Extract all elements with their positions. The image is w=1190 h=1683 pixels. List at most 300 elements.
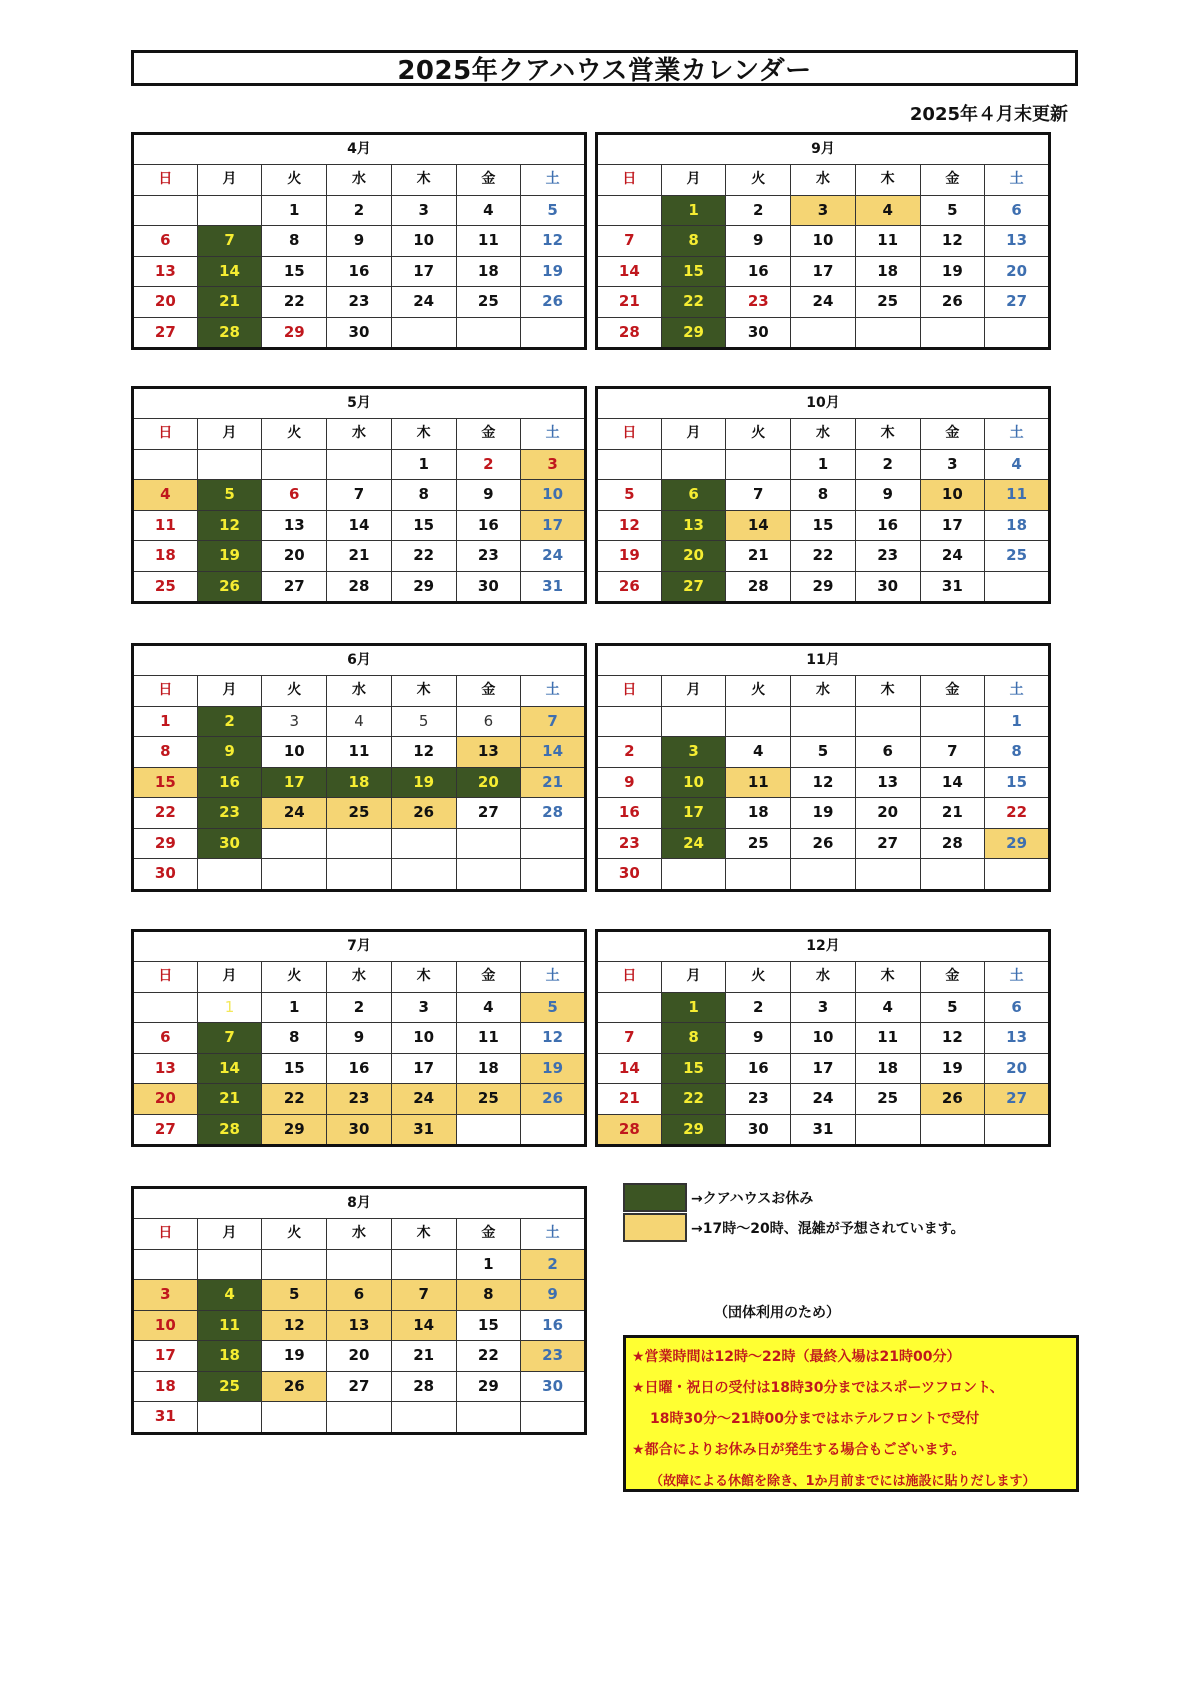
empty-cell <box>521 859 586 891</box>
weekday-header: 月 <box>197 676 262 707</box>
day-cell: 29 <box>985 828 1050 859</box>
day-cell: 29 <box>133 828 198 859</box>
day-cell: 10 <box>521 480 586 511</box>
day-cell: 19 <box>391 767 456 798</box>
day-cell: 11 <box>726 767 791 798</box>
day-cell: 23 <box>597 828 662 859</box>
weekday-header: 土 <box>985 676 1050 707</box>
day-cell: 26 <box>262 1371 327 1402</box>
day-cell: 24 <box>521 541 586 572</box>
notice-box <box>623 1335 1079 1492</box>
day-cell: 4 <box>726 737 791 768</box>
day-cell: 4 <box>197 1280 262 1311</box>
empty-cell <box>262 1402 327 1434</box>
day-cell: 29 <box>661 1114 726 1146</box>
day-cell: 27 <box>456 798 521 829</box>
weekday-header: 金 <box>920 165 985 196</box>
day-cell: 9 <box>726 226 791 257</box>
empty-cell <box>456 1402 521 1434</box>
day-cell: 22 <box>262 1084 327 1115</box>
weekday-header: 土 <box>521 165 586 196</box>
day-cell: 28 <box>521 798 586 829</box>
weekday-header: 火 <box>726 165 791 196</box>
day-cell: 4 <box>985 449 1050 480</box>
day-cell: 14 <box>597 1053 662 1084</box>
day-cell: 8 <box>391 480 456 511</box>
empty-cell <box>855 317 920 349</box>
day-cell: 5 <box>521 195 586 226</box>
weekday-header: 水 <box>327 962 392 993</box>
day-cell: 25 <box>726 828 791 859</box>
empty-cell <box>855 859 920 891</box>
empty-cell <box>391 317 456 349</box>
weekday-header: 月 <box>197 419 262 450</box>
empty-cell <box>391 859 456 891</box>
empty-cell <box>597 195 662 226</box>
day-cell: 8 <box>661 226 726 257</box>
day-cell: 11 <box>133 510 198 541</box>
day-cell: 23 <box>521 1341 586 1372</box>
day-cell: 3 <box>661 737 726 768</box>
day-cell: 19 <box>791 798 856 829</box>
day-cell: 11 <box>855 226 920 257</box>
empty-cell <box>920 859 985 891</box>
weekday-header: 土 <box>985 419 1050 450</box>
day-cell: 25 <box>855 1084 920 1115</box>
empty-cell <box>521 1402 586 1434</box>
empty-cell <box>197 449 262 480</box>
day-cell: 7 <box>597 1023 662 1054</box>
day-cell: 17 <box>920 510 985 541</box>
day-cell: 6 <box>262 480 327 511</box>
weekday-header: 水 <box>327 165 392 196</box>
empty-cell <box>920 1114 985 1146</box>
day-cell: 24 <box>391 287 456 318</box>
day-cell: 10 <box>391 226 456 257</box>
day-cell: 3 <box>920 449 985 480</box>
day-cell: 27 <box>855 828 920 859</box>
day-cell: 20 <box>985 1053 1050 1084</box>
day-cell: 10 <box>391 1023 456 1054</box>
day-cell: 8 <box>133 737 198 768</box>
day-cell: 17 <box>661 798 726 829</box>
weekday-header: 水 <box>327 1219 392 1250</box>
day-cell: 23 <box>327 1084 392 1115</box>
day-cell: 30 <box>197 828 262 859</box>
day-cell: 19 <box>521 256 586 287</box>
day-cell: 16 <box>597 798 662 829</box>
day-cell: 7 <box>597 226 662 257</box>
day-cell: 12 <box>920 226 985 257</box>
day-cell: 30 <box>327 317 392 349</box>
weekday-header: 日 <box>133 1219 198 1250</box>
day-cell: 30 <box>855 571 920 603</box>
day-cell: 18 <box>133 541 198 572</box>
day-cell: 19 <box>597 541 662 572</box>
empty-cell <box>726 706 791 737</box>
weekday-header: 土 <box>521 962 586 993</box>
empty-cell <box>197 1402 262 1434</box>
day-cell: 27 <box>985 287 1050 318</box>
day-cell: 15 <box>791 510 856 541</box>
day-cell: 11 <box>855 1023 920 1054</box>
day-cell: 2 <box>855 449 920 480</box>
day-cell: 21 <box>521 767 586 798</box>
day-cell: 7 <box>920 737 985 768</box>
empty-cell <box>521 828 586 859</box>
empty-cell <box>521 1114 586 1146</box>
day-cell: 9 <box>456 480 521 511</box>
day-cell: 5 <box>597 480 662 511</box>
notice-line: （故障による休館を除き、1か月前までには施設に貼りだします） <box>650 1474 1036 1489</box>
day-cell: 13 <box>456 737 521 768</box>
day-cell: 1 <box>262 992 327 1023</box>
day-cell: 20 <box>133 1084 198 1115</box>
month-calendar <box>595 643 1051 892</box>
month-calendar <box>595 132 1051 350</box>
day-cell: 2 <box>456 449 521 480</box>
day-cell: 21 <box>920 798 985 829</box>
weekday-header: 土 <box>521 419 586 450</box>
day-cell: 6 <box>456 706 521 737</box>
weekday-header: 金 <box>456 419 521 450</box>
day-cell: 4 <box>855 992 920 1023</box>
day-cell: 13 <box>855 767 920 798</box>
day-cell: 28 <box>920 828 985 859</box>
day-cell: 18 <box>985 510 1050 541</box>
day-cell: 29 <box>262 1114 327 1146</box>
weekday-header: 火 <box>262 165 327 196</box>
weekday-header: 火 <box>262 676 327 707</box>
day-cell: 2 <box>521 1249 586 1280</box>
day-cell: 11 <box>456 226 521 257</box>
weekday-header: 土 <box>985 165 1050 196</box>
month-title: 11月 <box>597 645 1050 676</box>
day-cell: 17 <box>791 1053 856 1084</box>
day-cell: 26 <box>791 828 856 859</box>
weekday-header: 木 <box>391 676 456 707</box>
empty-cell <box>262 1249 327 1280</box>
weekday-header: 日 <box>133 962 198 993</box>
day-cell: 17 <box>521 510 586 541</box>
day-cell: 21 <box>391 1341 456 1372</box>
day-cell: 1 <box>391 449 456 480</box>
day-cell: 15 <box>985 767 1050 798</box>
day-cell: 26 <box>597 571 662 603</box>
empty-cell <box>985 1114 1050 1146</box>
empty-cell <box>133 195 198 226</box>
day-cell: 14 <box>391 1310 456 1341</box>
day-cell: 25 <box>197 1371 262 1402</box>
day-cell: 14 <box>726 510 791 541</box>
empty-cell <box>661 859 726 891</box>
day-cell: 7 <box>391 1280 456 1311</box>
empty-cell <box>327 1249 392 1280</box>
weekday-header: 木 <box>855 419 920 450</box>
day-cell: 14 <box>920 767 985 798</box>
day-cell: 10 <box>791 226 856 257</box>
day-cell: 14 <box>521 737 586 768</box>
day-cell: 8 <box>456 1280 521 1311</box>
empty-cell <box>391 828 456 859</box>
empty-cell <box>327 859 392 891</box>
weekday-header: 金 <box>456 165 521 196</box>
day-cell: 25 <box>327 798 392 829</box>
day-cell: 7 <box>726 480 791 511</box>
day-cell: 9 <box>597 767 662 798</box>
day-cell: 10 <box>661 767 726 798</box>
day-cell: 15 <box>661 1053 726 1084</box>
day-cell: 14 <box>197 1053 262 1084</box>
empty-cell <box>197 1249 262 1280</box>
day-cell: 2 <box>597 737 662 768</box>
day-cell: 10 <box>791 1023 856 1054</box>
day-cell: 5 <box>262 1280 327 1311</box>
day-cell: 18 <box>327 767 392 798</box>
empty-cell <box>597 992 662 1023</box>
day-cell: 17 <box>391 256 456 287</box>
day-cell: 25 <box>133 571 198 603</box>
day-cell: 24 <box>262 798 327 829</box>
empty-cell <box>262 828 327 859</box>
empty-cell <box>920 706 985 737</box>
empty-cell <box>985 317 1050 349</box>
day-cell: 18 <box>855 1053 920 1084</box>
day-cell: 27 <box>661 571 726 603</box>
day-cell: 28 <box>391 1371 456 1402</box>
empty-cell <box>456 317 521 349</box>
month-calendar <box>131 929 587 1147</box>
day-cell: 1 <box>661 992 726 1023</box>
day-cell: 3 <box>391 195 456 226</box>
day-cell: 20 <box>855 798 920 829</box>
empty-cell <box>661 706 726 737</box>
day-cell: 16 <box>855 510 920 541</box>
day-cell: 18 <box>456 256 521 287</box>
day-cell: 20 <box>133 287 198 318</box>
day-cell: 27 <box>133 1114 198 1146</box>
day-cell: 25 <box>985 541 1050 572</box>
empty-cell <box>597 449 662 480</box>
empty-cell <box>327 449 392 480</box>
day-cell: 23 <box>197 798 262 829</box>
day-cell: 3 <box>133 1280 198 1311</box>
day-cell: 9 <box>197 737 262 768</box>
day-cell: 11 <box>456 1023 521 1054</box>
legend-closed-text: →クアハウスお休み <box>691 1190 814 1207</box>
day-cell: 11 <box>197 1310 262 1341</box>
weekday-header: 土 <box>985 962 1050 993</box>
legend-closed <box>623 1183 813 1212</box>
day-cell: 7 <box>327 480 392 511</box>
day-cell: 26 <box>521 287 586 318</box>
weekday-header: 月 <box>661 962 726 993</box>
weekday-header: 木 <box>855 962 920 993</box>
day-cell: 21 <box>597 287 662 318</box>
day-cell: 12 <box>597 510 662 541</box>
empty-cell <box>661 449 726 480</box>
day-cell: 8 <box>661 1023 726 1054</box>
month-title: 4月 <box>133 134 586 165</box>
day-cell: 30 <box>726 317 791 349</box>
day-cell: 29 <box>391 571 456 603</box>
weekday-header: 水 <box>791 419 856 450</box>
empty-cell <box>133 992 198 1023</box>
day-cell: 18 <box>133 1371 198 1402</box>
day-cell: 22 <box>791 541 856 572</box>
month-calendar <box>131 386 587 604</box>
day-cell: 18 <box>456 1053 521 1084</box>
day-cell: 29 <box>456 1371 521 1402</box>
day-cell: 14 <box>327 510 392 541</box>
day-cell: 16 <box>327 256 392 287</box>
day-cell: 16 <box>327 1053 392 1084</box>
empty-cell <box>456 859 521 891</box>
day-cell: 18 <box>197 1341 262 1372</box>
day-cell: 23 <box>855 541 920 572</box>
day-cell: 3 <box>391 992 456 1023</box>
month-title: 10月 <box>597 388 1050 419</box>
day-cell: 13 <box>661 510 726 541</box>
day-cell: 6 <box>327 1280 392 1311</box>
day-cell: 19 <box>920 256 985 287</box>
day-cell: 9 <box>521 1280 586 1311</box>
day-cell: 18 <box>855 256 920 287</box>
day-cell: 30 <box>521 1371 586 1402</box>
weekday-header: 土 <box>521 676 586 707</box>
day-cell: 20 <box>985 256 1050 287</box>
day-cell: 23 <box>327 287 392 318</box>
day-cell: 21 <box>597 1084 662 1115</box>
weekday-header: 木 <box>391 1219 456 1250</box>
day-cell: 2 <box>197 706 262 737</box>
weekday-header: 日 <box>133 165 198 196</box>
weekday-header: 木 <box>391 165 456 196</box>
weekday-header: 金 <box>920 419 985 450</box>
month-calendar <box>595 929 1051 1147</box>
legend-crowd <box>623 1213 965 1242</box>
day-cell: 11 <box>327 737 392 768</box>
empty-cell <box>521 317 586 349</box>
day-cell: 31 <box>133 1402 198 1434</box>
day-cell: 12 <box>391 737 456 768</box>
day-cell: 3 <box>521 449 586 480</box>
day-cell: 21 <box>197 1084 262 1115</box>
day-cell: 19 <box>920 1053 985 1084</box>
empty-cell <box>726 449 791 480</box>
day-cell: 19 <box>197 541 262 572</box>
weekday-header: 火 <box>262 1219 327 1250</box>
weekday-header: 金 <box>456 676 521 707</box>
day-cell: 30 <box>456 571 521 603</box>
day-cell: 27 <box>985 1084 1050 1115</box>
day-cell: 26 <box>391 798 456 829</box>
day-cell: 13 <box>985 1023 1050 1054</box>
day-cell: 9 <box>726 1023 791 1054</box>
day-cell: 28 <box>597 1114 662 1146</box>
day-cell: 13 <box>327 1310 392 1341</box>
day-cell: 13 <box>262 510 327 541</box>
day-cell: 10 <box>133 1310 198 1341</box>
weekday-header: 日 <box>597 676 662 707</box>
month-title: 8月 <box>133 1188 586 1219</box>
weekday-header: 金 <box>920 962 985 993</box>
empty-cell <box>391 1249 456 1280</box>
day-cell: 12 <box>920 1023 985 1054</box>
day-cell: 1 <box>661 195 726 226</box>
day-cell: 13 <box>133 1053 198 1084</box>
weekday-header: 月 <box>661 419 726 450</box>
day-cell: 5 <box>521 992 586 1023</box>
legend-crowd-text: →17時～20時、混雑が予想されています。 <box>691 1220 965 1237</box>
day-cell: 27 <box>327 1371 392 1402</box>
day-cell: 4 <box>855 195 920 226</box>
day-cell: 5 <box>920 992 985 1023</box>
weekday-header: 火 <box>262 962 327 993</box>
day-cell: 24 <box>661 828 726 859</box>
day-cell: 1 <box>791 449 856 480</box>
notice-line: ★営業時間は12時～22時（最終入場は21時00分） <box>632 1349 961 1365</box>
weekday-header: 火 <box>726 419 791 450</box>
weekday-header: 金 <box>456 1219 521 1250</box>
month-calendar <box>595 386 1051 604</box>
day-cell: 21 <box>197 287 262 318</box>
day-cell: 6 <box>985 195 1050 226</box>
day-cell: 2 <box>726 195 791 226</box>
weekday-header: 月 <box>661 676 726 707</box>
empty-cell <box>791 859 856 891</box>
month-title: 12月 <box>597 931 1050 962</box>
weekday-header: 水 <box>327 676 392 707</box>
day-cell: 13 <box>985 226 1050 257</box>
empty-cell <box>262 449 327 480</box>
day-cell: 22 <box>661 1084 726 1115</box>
day-cell: 28 <box>597 317 662 349</box>
empty-cell <box>197 859 262 891</box>
day-cell: 4 <box>133 480 198 511</box>
day-cell: 29 <box>791 571 856 603</box>
day-cell: 28 <box>197 317 262 349</box>
empty-cell <box>985 571 1050 603</box>
day-cell: 17 <box>791 256 856 287</box>
weekday-header: 土 <box>521 1219 586 1250</box>
day-cell: 3 <box>791 195 856 226</box>
month-title: 6月 <box>133 645 586 676</box>
empty-cell <box>391 1402 456 1434</box>
day-cell: 4 <box>456 195 521 226</box>
empty-cell <box>197 195 262 226</box>
day-cell: 31 <box>391 1114 456 1146</box>
month-calendar <box>131 643 587 892</box>
weekday-header: 月 <box>197 962 262 993</box>
day-cell: 15 <box>262 1053 327 1084</box>
empty-cell <box>855 706 920 737</box>
day-cell: 11 <box>985 480 1050 511</box>
day-cell: 7 <box>521 706 586 737</box>
empty-cell <box>456 828 521 859</box>
day-cell: 7 <box>197 226 262 257</box>
day-cell: 31 <box>920 571 985 603</box>
day-cell: 27 <box>133 317 198 349</box>
day-cell: 9 <box>327 226 392 257</box>
weekday-header: 木 <box>855 676 920 707</box>
day-cell: 30 <box>327 1114 392 1146</box>
day-cell: 22 <box>133 798 198 829</box>
day-cell: 5 <box>197 480 262 511</box>
day-cell: 16 <box>197 767 262 798</box>
weekday-header: 水 <box>791 962 856 993</box>
notice-line: 18時30分～21時00分まではホテルフロントで受付 <box>650 1411 980 1427</box>
